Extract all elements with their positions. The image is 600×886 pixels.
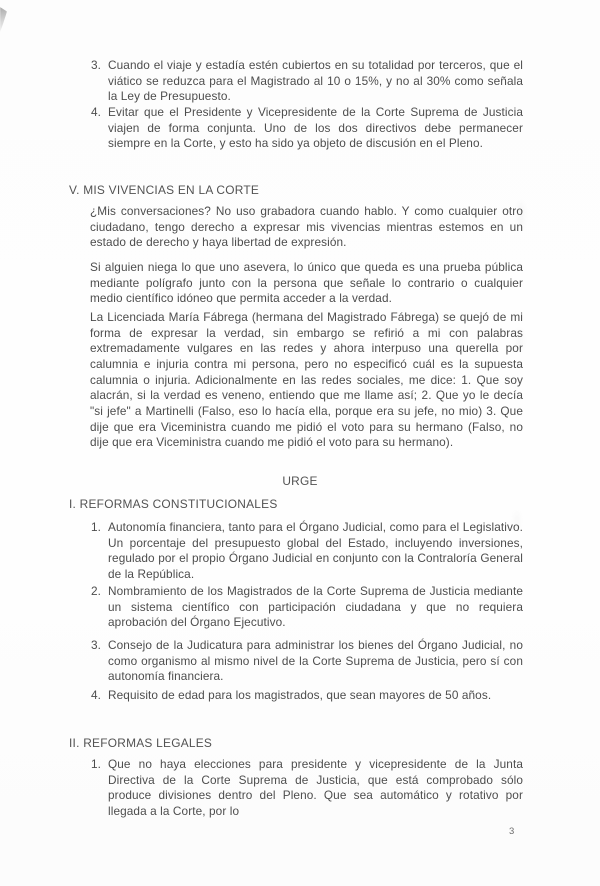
page-number: 3	[509, 826, 515, 837]
paragraph: La Licenciada María Fábrega (hermana del Magistrado Fábrega) se quejó de mi forma de expresar la verdad, sin embargo se refirió a mi con palabras extremadamente vulgares en las redes y ahora interpuso una querella por calumnia e injuria contra mi persona, pero no especificó cuál es la supuesta calumnia o injuria. Adicionalmente en las redes sociales, me dice: 1. Que soy alacrán, si la verdad es veneno, entiendo que me llame así; 2. Que yo le decía "si jefe" a Martinelli (Falso, eso lo hacía ella, porque era su jefe, no mio) 3. Que dije que era Viceministra cuando me pidió el voto para su hermano (Falso, no dije que era Viceministra cuando me pidió el voto para su hermano).	[90, 310, 523, 450]
item-text: Consejo de la Judicatura para administrar los bienes del Órgano Judicial, no como organismo al mismo nivel de la Corte Suprema de Justicia, pero sí con autonomía financiera.	[108, 638, 523, 684]
item-text: Evitar que el Presidente y Vicepresidente de la Corte Suprema de Justicia viajen de forma conjunta. Uno de los dos directivos debe permanecer siempre en la Corte, y esto ha sido ya objeto de discusión en el Pleno.	[108, 104, 523, 151]
item-text: Requisito de edad para los magistrados, que sean mayores de 50 años.	[108, 688, 492, 702]
item-number: 3.	[91, 638, 102, 652]
item-text: Que no haya elecciones para presidente y vicepresidente de la Junta Directiva de la Corte Suprema de Justicia, que está comprobado sólo produce divisiones dentro del Pleno. Que sea automático y rotativo por llegada a la Corte, por lo	[108, 757, 523, 818]
list-item	[91, 105, 523, 152]
item-text: Nombramiento de los Magistrados de la Corte Suprema de Justicia mediante un sistema científico con participación ciudadana y que no requiera aprobación del Órgano Ejecutivo.	[108, 584, 523, 630]
item-number: 1.	[91, 757, 102, 771]
list-item	[91, 58, 523, 105]
list-item	[91, 520, 523, 583]
list-item	[91, 584, 523, 631]
corner-fold-mark	[0, 7, 7, 32]
item-number: 1.	[91, 520, 102, 534]
travel-rules-list	[91, 58, 523, 152]
item-number: 3.	[91, 58, 102, 72]
paragraph: Si alguien niega lo que uno asevera, lo único que queda es una prueba pública mediante polígrafo junto con la persona que señale lo contrario o cualquier medio científico idóneo que permita acceder a la verdad.	[90, 260, 523, 306]
item-text: Autonomía financiera, tanto para el Órgano Judicial, como para el Legislativo. Un porcentaje del presupuesto global del Estado, incluyendo inversiones, regulado por el propio Órgano Judicial en conjunto con la Contraloría General de la República.	[108, 520, 523, 581]
item-number: 2.	[91, 584, 102, 598]
list-item	[91, 688, 523, 704]
paragraph: ¿Mis conversaciones? No uso grabadora cuando hablo. Y como cualquier otro ciudadano, tengo derecho a expresar mis vivencias mientras estemos en un estado de derecho y haya libertad de expresión.	[90, 204, 523, 250]
item-number: 4.	[91, 104, 102, 119]
section-heading-reformas-legales: II. REFORMAS LEGALES	[69, 736, 213, 750]
section-heading-reformas-constitucionales: I. REFORMAS CONSTITUCIONALES	[69, 497, 278, 511]
section-heading-vivencias: V. MIS VIVENCIAS EN LA CORTE	[69, 183, 260, 197]
item-number: 4.	[91, 688, 102, 702]
list-item	[91, 757, 523, 820]
urge-heading: URGE	[282, 474, 318, 488]
list-item	[91, 638, 523, 685]
item-text: Cuando el viaje y estadía estén cubiertos en su totalidad por terceros, que el viático se reduzca para el Magistrado al 10 o 15%, y no al 30% como señala la Ley de Presupuesto.	[108, 58, 523, 104]
